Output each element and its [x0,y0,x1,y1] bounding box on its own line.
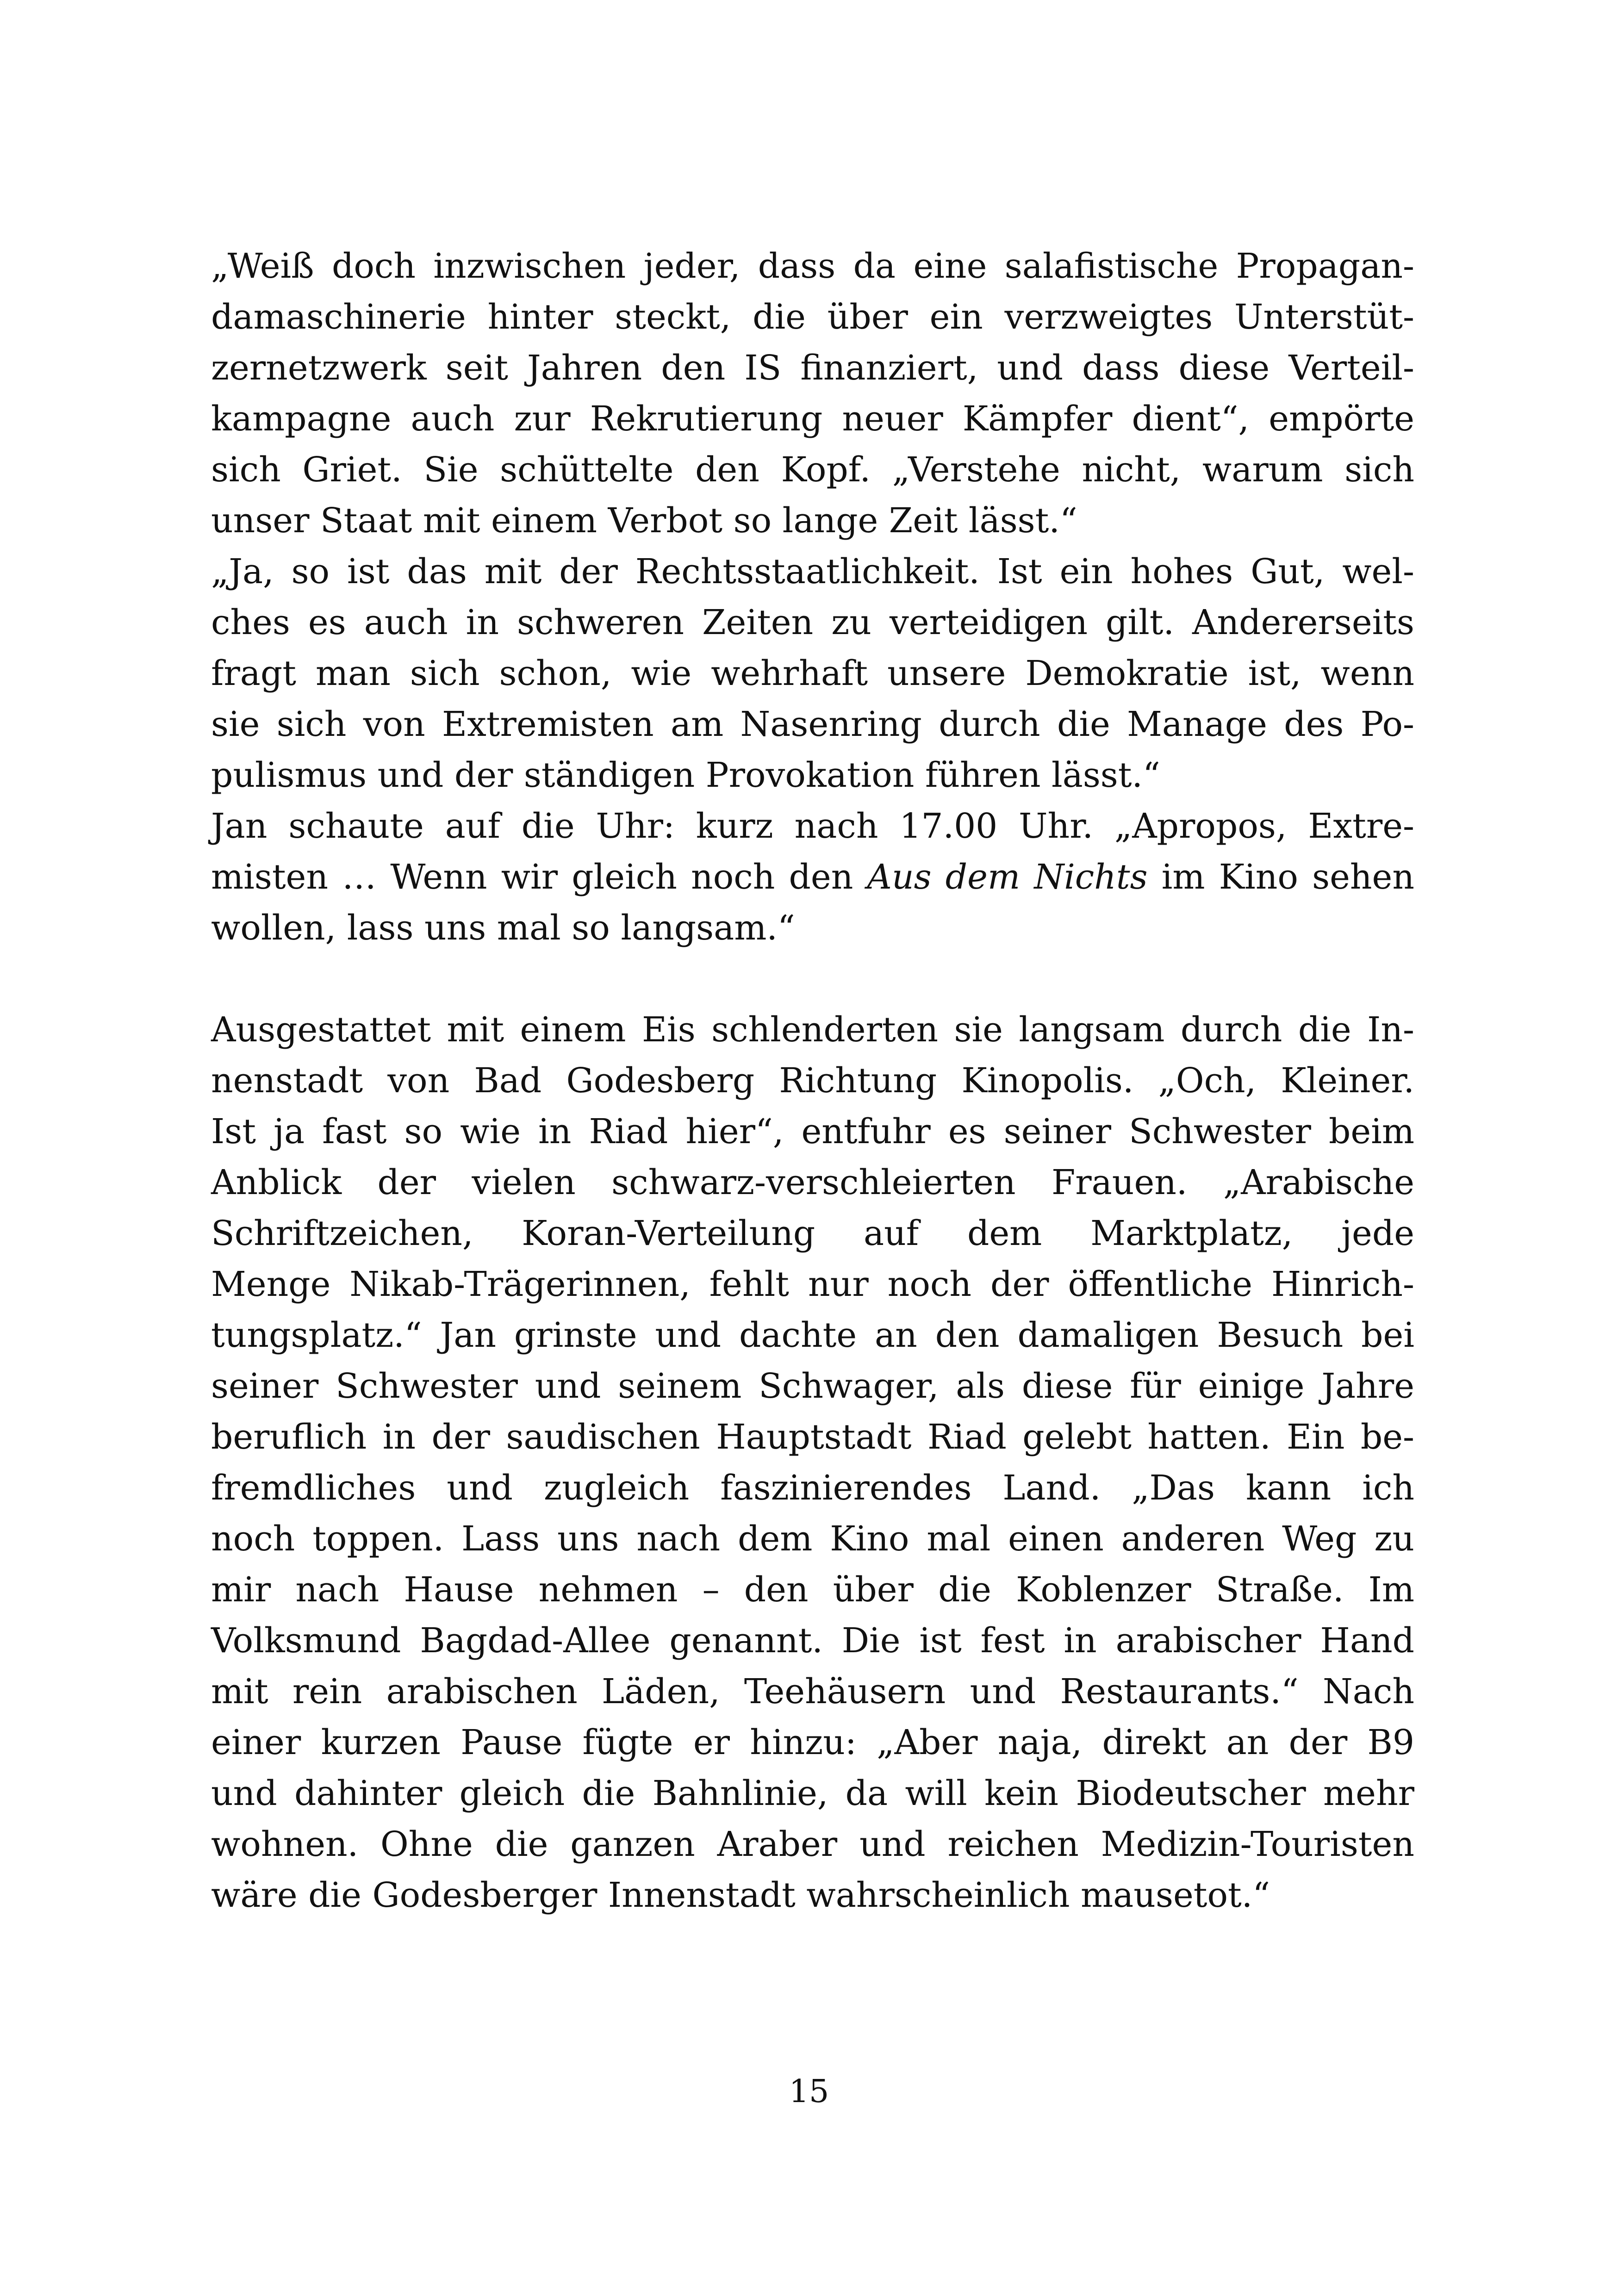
text-line: Jan schaute auf die Uhr: kurz nach 17.00 Uhr. „Apropos, Extre- [211,806,1414,846]
body-text [211,241,1414,1921]
text-line: mir nach Hause nehmen – den über die Koblenzer Straße. Im [211,1570,1414,1610]
text-fragment: misten … Wenn wir gleich noch den [211,857,867,897]
text-line: wohnen. Ohne die ganzen Araber und reichen Medizin-Touristen [211,1824,1414,1864]
text-line: fremdliches und zugleich faszinierendes Land. „Das kann ich [211,1468,1414,1508]
text-line: Menge Nikab-Trägerinnen, fehlt nur noch der öffentliche Hinrich- [211,1264,1414,1304]
text-fragment: im Kino sehen [1147,857,1414,897]
text-line: ches es auch in schweren Zeiten zu verteidigen gilt. Andererseits [211,603,1414,642]
text-line: fragt man sich schon, wie wehrhaft unsere Demokratie ist, wenn [211,653,1414,693]
text-line: mit rein arabischen Läden, Teehäusern und Restaurants.“ Nach [211,1672,1414,1711]
text-line: Volksmund Bagdad-Allee genannt. Die ist fest in arabischer Hand [211,1621,1414,1661]
text-line: unser Staat mit einem Verbot so lange Zeit lässt.“ [211,501,1077,541]
text-line: damaschinerie hinter steckt, die über ein verzweigtes Unterstüt- [211,297,1414,337]
text-line: pulismus und der ständigen Provokation führen lässt.“ [211,755,1160,795]
text-line: sie sich von Extremisten am Nasenring durch die Manage des Po- [211,704,1414,744]
paragraph-gap [211,953,1414,1004]
text-line: Anblick der vielen schwarz-verschleierten Frauen. „Arabische [211,1163,1414,1202]
text-line: wäre die Godesberger Innenstadt wahrscheinlich mausetot.“ [211,1875,1270,1915]
text-line: nenstadt von Bad Godesberg Richtung Kinopolis. „Och, Kleiner. [211,1061,1414,1101]
text-line: Schriftzeichen, Koran-Verteilung auf dem Marktplatz, jede [211,1213,1414,1253]
text-line: tungsplatz.“ Jan grinste und dachte an den damaligen Besuch bei [211,1315,1414,1355]
text-line: noch toppen. Lass uns nach dem Kino mal einen anderen Weg zu [211,1519,1414,1559]
text-line: sich Griet. Sie schüttelte den Kopf. „Verstehe nicht, warum sich [211,450,1414,490]
film-title: Aus dem Nichts [867,857,1148,897]
page-number: 15 [789,2073,829,2110]
text-line: zernetzwerk seit Jahren den IS finanziert, und dass diese Verteil- [211,348,1414,388]
text-line: kampagne auch zur Rekrutierung neuer Kämpfer dient“, empörte [211,399,1414,439]
text-line: Ist ja fast so wie in Riad hier“, entfuhr es seiner Schwester beim [211,1112,1414,1151]
text-line: wollen, lass uns mal so langsam.“ [211,908,795,948]
text-line: beruflich in der saudischen Hauptstadt Riad gelebt hatten. Ein be- [211,1417,1414,1457]
text-line: und dahinter gleich die Bahnlinie, da will kein Biodeutscher mehr [211,1773,1414,1813]
text-line: seiner Schwester und seinem Schwager, als diese für einige Jahre [211,1366,1414,1406]
text-line: einer kurzen Pause fügte er hinzu: „Aber naja, direkt an der B9 [211,1723,1414,1762]
text-line: „Weiß doch inzwischen jeder, dass da eine salafistische Propagan- [211,246,1414,286]
text-line: Ausgestattet mit einem Eis schlenderten sie langsam durch die In- [211,1010,1414,1050]
text-line-with-film-title [211,852,1414,902]
text-line: „Ja, so ist das mit der Rechtsstaatlichkeit. Ist ein hohes Gut, wel- [211,552,1414,591]
